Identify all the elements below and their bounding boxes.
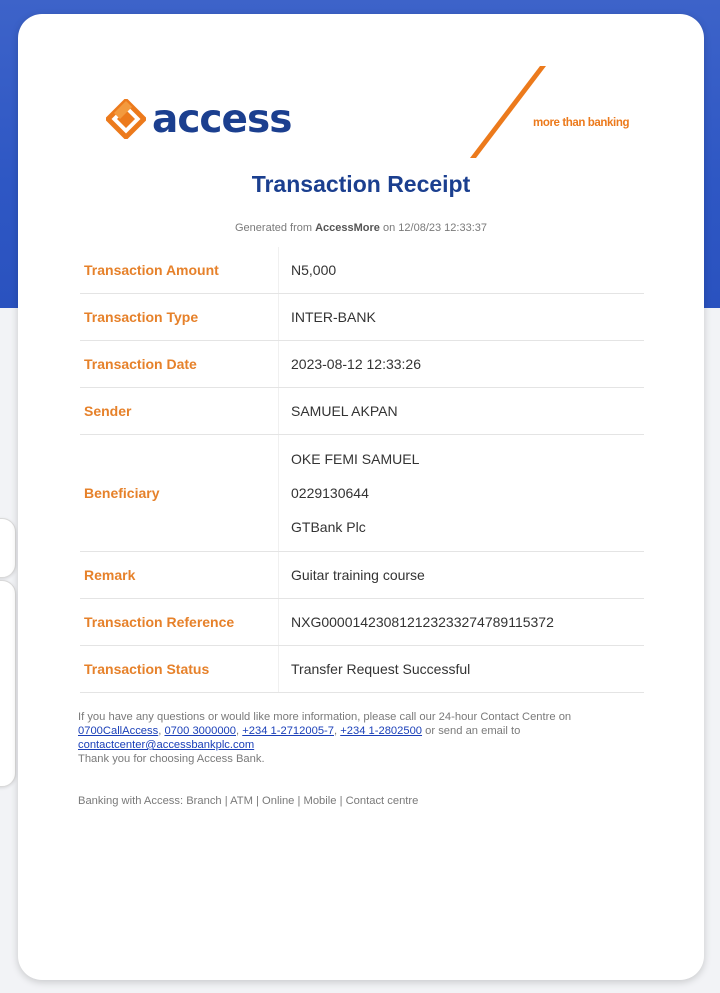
row-label: Transaction Date (80, 341, 279, 388)
contact-intro: If you have any questions or would like more information, please call our 24-hour Contact Centre on (78, 711, 572, 723)
row-label: Remark (80, 552, 279, 599)
row-label: Transaction Amount (80, 247, 279, 294)
beneficiary-account: 0229130644 (291, 485, 369, 501)
beneficiary-bank: GTBank Plc (291, 519, 366, 535)
phone-link-0700[interactable]: 0700 3000000 (164, 725, 237, 737)
beneficiary-details (279, 435, 645, 552)
transaction-reference: NXG000014230812123233274789115372 (279, 599, 645, 646)
phone-link-callaccess[interactable]: 0700CallAccess (78, 725, 159, 737)
transaction-amount: N5,000 (279, 247, 645, 294)
table-row (80, 552, 644, 599)
row-label: Beneficiary (80, 435, 279, 552)
banking-channels: Banking with Access: Branch | ATM | Online | Mobile | Contact centre (78, 795, 419, 807)
brand-slash-graphic (466, 64, 556, 160)
table-row (80, 435, 644, 552)
access-diamond-icon (106, 99, 146, 139)
row-label: Transaction Reference (80, 599, 279, 646)
table-row (80, 247, 644, 294)
transaction-remark: Guitar training course (279, 552, 645, 599)
phone-link-2802500[interactable]: +234 1-2802500 (340, 725, 423, 737)
generated-datetime: on 12/08/23 12:33:37 (383, 222, 487, 234)
transaction-details-table (80, 247, 644, 693)
side-panel-tab[interactable] (0, 580, 16, 787)
phone-link-2712005[interactable]: +234 1-2712005-7 (242, 725, 334, 737)
access-logo (106, 94, 291, 144)
table-row (80, 599, 644, 646)
sender-name: SAMUEL AKPAN (279, 388, 645, 435)
table-row (80, 294, 644, 341)
beneficiary-name: OKE FEMI SAMUEL (291, 451, 420, 467)
contact-info: If you have any questions or would like more information, please call our 24-hour Contact Centre on 0700CallAccess, 0700 3000000, +234 1-2712005-7, +234 1-2802500 or send an email to contactcenter@accessbankplc.com Thank you for choosing Access Bank. (78, 711, 572, 765)
thank-you-note: Thank you for choosing Access Bank. (78, 753, 265, 765)
logo-wordmark: access (152, 96, 292, 142)
email-prefix: or send an email to (425, 725, 521, 737)
page-title: Transaction Receipt (251, 171, 471, 197)
receipt-card (18, 14, 704, 980)
generated-info (18, 222, 704, 234)
transaction-status: Transfer Request Successful (279, 646, 645, 693)
transaction-date: 2023-08-12 12:33:26 (279, 341, 645, 388)
row-label: Transaction Type (80, 294, 279, 341)
table-row (80, 646, 644, 693)
table-row (80, 388, 644, 435)
table-row (80, 341, 644, 388)
brand-tagline: more than banking (533, 117, 630, 129)
side-panel-tab[interactable] (0, 518, 16, 578)
email-link[interactable]: contactcenter@accessbankplc.com (78, 739, 255, 751)
generated-prefix: Generated from (235, 222, 313, 234)
transaction-type: INTER-BANK (279, 294, 645, 341)
generated-app: AccessMore (315, 222, 380, 234)
row-label: Sender (80, 388, 279, 435)
row-label: Transaction Status (80, 646, 279, 693)
